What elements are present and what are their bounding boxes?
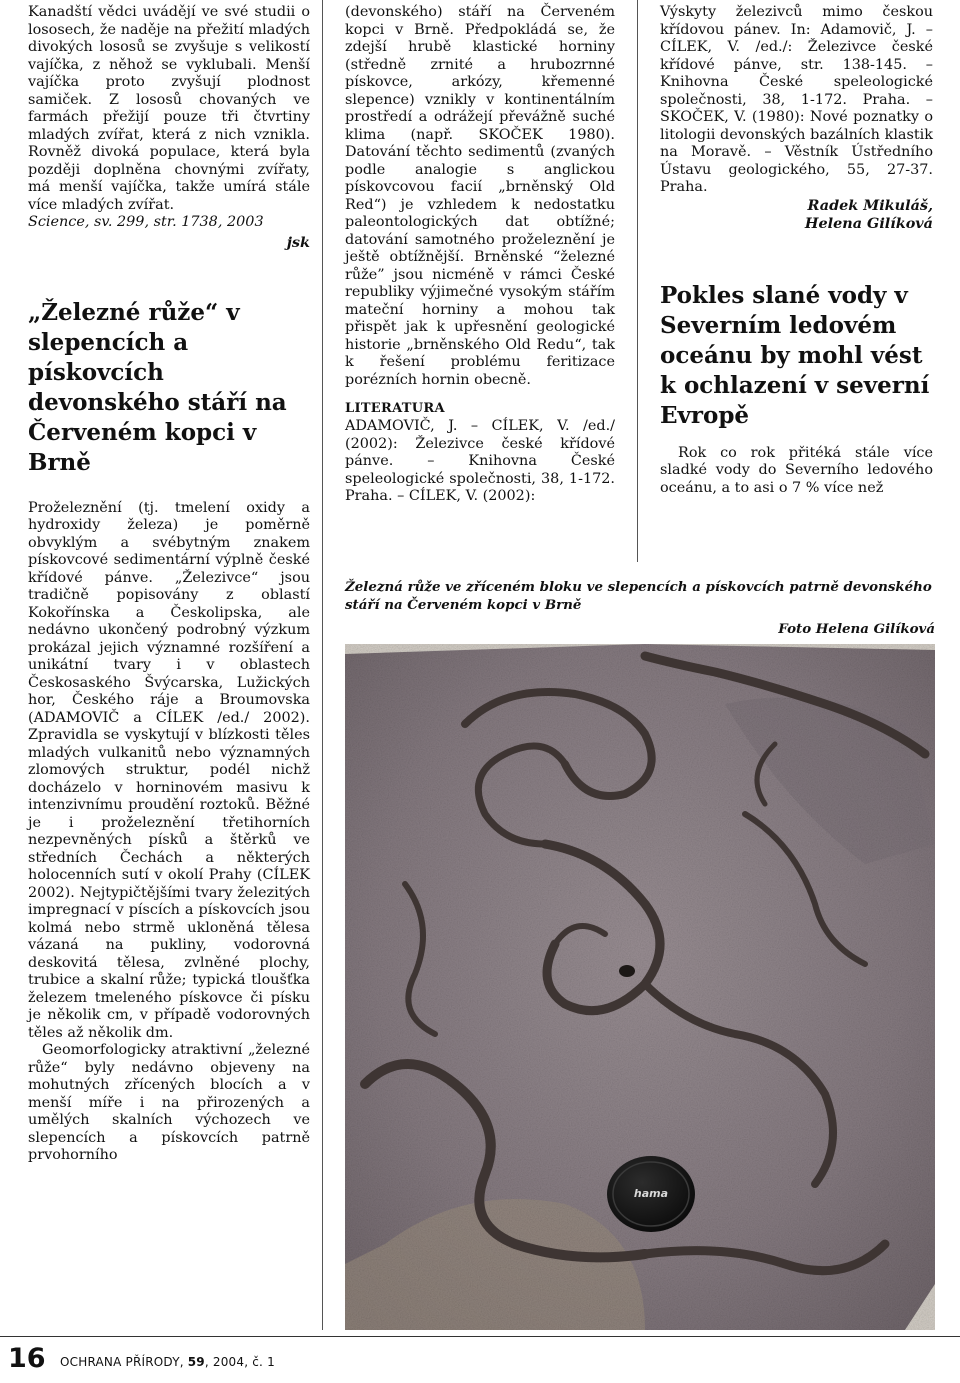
short-news-signature: jsk bbox=[286, 233, 310, 251]
photo-credit: Foto Helena Gilíková bbox=[778, 621, 935, 637]
figure-caption-block bbox=[345, 578, 935, 638]
journal-year-issue: , 2004, č. 1 bbox=[204, 1355, 275, 1369]
article-continuation: (devonského) stáří na Červeném kopci v Brně. Předpokládá se, že zdejší hrubě klastické horniny (středně zrnité a hrubozrnné pískovce, arkózy, křemenné slepence) vznikly v kontinentálním prostředí a odrážejí převážně suché klima (např. SKOČEK 1980). Datování těchto sedimentů (zvaných podle analogie s anglickou pískovcovou facií „brněnský Old Red“) je vzhledem k nedostatku paleontologických dat obtížné; datování samotného proželeznění je ještě obtížnější. Brněnské “železné růže” jsou nicméně v rámci České republiky výjimečné vysokým stářím mateční horniny a mohou tak přispět jak k upřesnění geologické historie „brněnského Old Redu“, tak k řešení problému feritizace porézních hornin obecně. bbox=[345, 4, 615, 388]
literature-heading: LITERATURA bbox=[345, 401, 445, 416]
column-divider-1 bbox=[322, 0, 323, 1330]
page-footer bbox=[0, 1335, 960, 1383]
journal-reference bbox=[60, 1355, 275, 1369]
column-1 bbox=[28, 4, 310, 1165]
lens-cap-text: hama bbox=[633, 1187, 669, 1200]
page-number: 16 bbox=[8, 1343, 46, 1374]
column-divider-2 bbox=[637, 0, 638, 562]
literature-text-2: Výskyty železivců mimo českou křídovou pánev. In: Adamovič, J. – CÍLEK, V. /ed./: Železivce české křídové pánve, str. 138-145. – Knihovna České speleologické společnosti, 38, 1-172. Praha. – SKOČEK, V. (1980): Nové poznatky o litologii devonských bazálních klastik na Moravě. – Věstník Ústředního Ústavu geologického, 55, 27-37. Praha. bbox=[660, 4, 933, 195]
author-2: Helena Gilíková bbox=[804, 214, 933, 232]
article-title-ocean: Pokles slané vody v Severním ledovém oceánu by mohl vést k ochlazení v severní Evropě bbox=[660, 281, 930, 429]
source-citation bbox=[28, 214, 310, 232]
rock-photo bbox=[345, 644, 935, 1330]
journal-name: OCHRANA PŘÍRODY, bbox=[60, 1355, 184, 1369]
article-title-ruze: „Železné růže“ v slepencích a pískovcích devonského stáří na Červeném kopci v Brně bbox=[28, 298, 287, 476]
intro-paragraph: Kanadští vědci uvádějí ve své studii o lososech, že naděje na přežití mladých divokých lososů se zvyšuje s velikostí vajíčka, z něhož se vyklubali. Menší vajíčka proto zvyšují plodnost samiček. Z lososů chovaných ve farmách přežijí pouze tři čtvrtiny mladých zvířat, která z nich vznikla. Rovněž divoká populace, která byla později doplněna chovnými zvířaty, má menší vajíčka, takže umírá stále více mladých zvířat. bbox=[28, 4, 310, 213]
journal-volume: 59 bbox=[187, 1355, 205, 1369]
rock-hole bbox=[619, 965, 635, 977]
literature-text-1: ADAMOVIČ, J. – CÍLEK, V. /ed./ (2002): Železivce české křídové pánve. – Knihovna České speleologické společnosti, 38, 1-172. Praha. – CÍLEK, V. (2002): bbox=[345, 418, 615, 504]
column-3 bbox=[660, 4, 933, 497]
article-body-1: Proželeznění (tj. tmelení oxidy a hydroxidy železa) je poměrně obvyklým a svébytným znakem pískovcové sedimentární výplně české křídové pánve. „Železivce“ jsou tradičně popisovány z oblastí Kokořínska a Českolipska, ale nedávno ukončený podrobný výzkum prokázal jejich významné rozšíření a unikátní tvary i v oblastech Českosaského Švýcarska, Lužických hor, Českého ráje a Broumovska (ADAMOVIČ a CÍLEK /ed./ 2002). Zpravidla se vyskytují v blízkosti těles mladých vulkanitů nebo významných zlomových struktur, podél nichž docházelo v horninovém masivu k intenzivnímu proudění roztoků. Běžné je i proželeznění třetihorních nezpevněných písků a štěrků ve středních Čechách a některých holocenních sutí v okolí Prahy (CÍLEK 2002). Nejtypičtějšími tvary železitých impregnací v píscích a pískovcích jsou kolmá nebo strmě ukloněná tělesa vázaná na pukliny, vodorovná deskovitá tělesa, zvlněné plochy, trubice a skalní růže; typická tloušťka železem tmeleného pískovce či písku je několik cm, v případě vodorovných těles až několik dm. bbox=[28, 499, 310, 1041]
column-2 bbox=[345, 4, 615, 506]
figure-caption: Železná růže ve zříceném bloku ve slepencích a pískovcích patrně devonského stáří na Červeném kopci v Brně bbox=[345, 579, 932, 613]
rock-photo-image bbox=[345, 644, 935, 1330]
lens-cap bbox=[607, 1156, 695, 1232]
author-1: Radek Mikuláš, bbox=[807, 196, 933, 214]
source-text: Science, sv. 299, str. 1738, 2003 bbox=[28, 214, 264, 230]
ocean-article-body: Rok co rok přitéká stále více sladké vody do Severního ledového oceánu, a to asi o 7 % více než bbox=[660, 444, 933, 496]
article-body-2: Geomorfologicky atraktivní „železné růže“ byly nedávno objeveny na mohutných zřícených blocích a v menší míře i na přirozených a umělých skalních výchozech ve slepencích a pískovcích patrně prvohorního bbox=[28, 1042, 310, 1163]
